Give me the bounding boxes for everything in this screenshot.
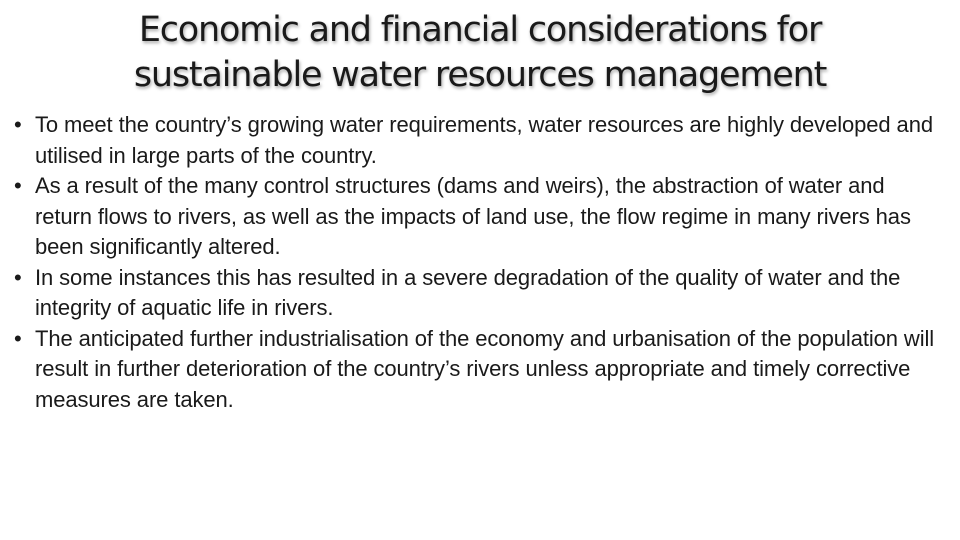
bullet-icon: • <box>14 112 22 137</box>
bullet-text: In some instances this has resulted in a severe degradation of the quality of water and the integrity of aquatic life in rivers. <box>35 264 901 320</box>
bullet-icon: • <box>14 173 22 198</box>
bullet-item <box>14 171 944 263</box>
bullet-item <box>14 324 944 416</box>
bullet-item <box>14 263 944 324</box>
bullet-text: To meet the country’s growing water requirements, water resources are highly developed and utilised in large parts of the country. <box>35 112 933 168</box>
bullet-icon: • <box>14 264 22 290</box>
slide-title-line-1: Economic and financial considerations for <box>138 10 822 50</box>
bullet-list <box>14 110 944 415</box>
bullet-text: The anticipated further industrialisation of the economy and urbanisation of the population will result in further deterioration of the country’s rivers unless appropriate and timely corrective measures are taken. <box>35 325 935 412</box>
bullet-text: As a result of the many control structures (dams and weirs), the abstraction of water and return flows to rivers, as well as the impacts of land use, the flow regime in many rivers has been significantly altered. <box>35 173 911 259</box>
slide-title-line-2: sustainable water resources management <box>133 55 827 95</box>
bullet-icon: • <box>14 325 22 351</box>
slide-title <box>60 8 900 98</box>
bullet-item <box>14 110 944 171</box>
